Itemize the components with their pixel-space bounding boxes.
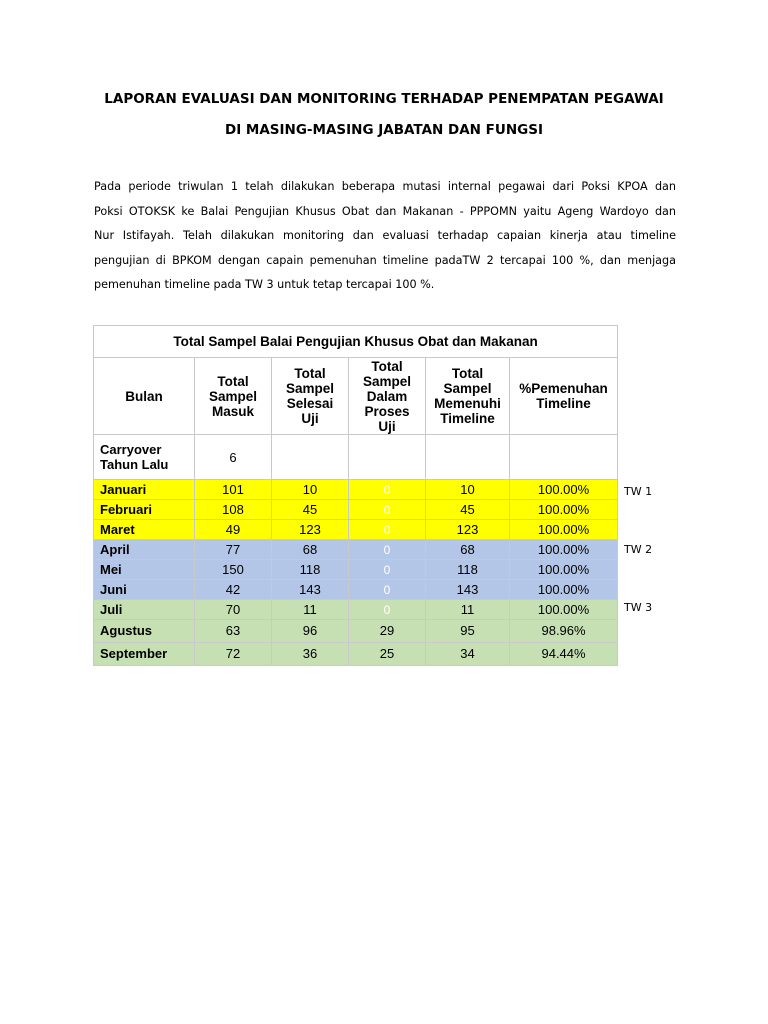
memenuhi-cell: 10 <box>426 480 510 500</box>
tw2-label: TW 2 <box>624 543 653 556</box>
table-cell <box>426 435 510 480</box>
sample-table <box>93 325 618 666</box>
proses-cell: 0 <box>349 560 426 580</box>
masuk-cell: 150 <box>195 560 272 580</box>
table-row <box>94 580 618 600</box>
paragraph-line: pemenuhan timeline pada TW 3 untuk tetap tercapai 100 %. <box>94 278 435 292</box>
intro-paragraph <box>94 175 676 298</box>
month-cell: Juli <box>94 600 195 620</box>
month-cell: April <box>94 540 195 560</box>
header-bulan: Bulan <box>94 358 195 435</box>
selesai-cell: 143 <box>272 580 349 600</box>
table-row <box>94 520 618 540</box>
masuk-cell: 77 <box>195 540 272 560</box>
tw3-label: TW 3 <box>624 601 653 614</box>
carryover-label: Carryover Tahun Lalu <box>94 435 195 480</box>
memenuhi-cell: 34 <box>426 643 510 666</box>
table-row <box>94 500 618 520</box>
selesai-cell: 10 <box>272 480 349 500</box>
proses-cell: 29 <box>349 620 426 643</box>
proses-cell: 25 <box>349 643 426 666</box>
selesai-cell: 11 <box>272 600 349 620</box>
table-row <box>94 620 618 643</box>
masuk-cell: 108 <box>195 500 272 520</box>
table-row <box>94 600 618 620</box>
percent-cell: 94.44% <box>510 643 618 666</box>
selesai-cell: 45 <box>272 500 349 520</box>
masuk-cell: 72 <box>195 643 272 666</box>
selesai-cell: 96 <box>272 620 349 643</box>
header-total-sampel-memenuhi: Total Sampel Memenuhi Timeline <box>426 358 510 435</box>
month-cell: Juni <box>94 580 195 600</box>
proses-cell: 0 <box>349 540 426 560</box>
percent-cell: 100.00% <box>510 520 618 540</box>
masuk-cell: 70 <box>195 600 272 620</box>
memenuhi-cell: 118 <box>426 560 510 580</box>
percent-cell: 100.00% <box>510 540 618 560</box>
proses-cell: 0 <box>349 480 426 500</box>
proses-cell: 0 <box>349 580 426 600</box>
masuk-cell: 42 <box>195 580 272 600</box>
percent-cell: 100.00% <box>510 580 618 600</box>
selesai-cell: 68 <box>272 540 349 560</box>
memenuhi-cell: 68 <box>426 540 510 560</box>
header-total-sampel-selesai-uji: Total Sampel Selesai Uji <box>272 358 349 435</box>
table-row <box>94 560 618 580</box>
month-cell: Agustus <box>94 620 195 643</box>
paragraph-line: Poksi OTOKSK ke Balai Pengujian Khusus Obat dan Makanan - PPPOMN yaitu Ageng Wardoyo dan <box>94 204 676 218</box>
memenuhi-cell: 143 <box>426 580 510 600</box>
selesai-cell: 123 <box>272 520 349 540</box>
memenuhi-cell: 95 <box>426 620 510 643</box>
header-total-sampel-masuk: Total Sampel Masuk <box>195 358 272 435</box>
header-pemenuhan-timeline: %Pemenuhan Timeline <box>510 358 618 435</box>
memenuhi-cell: 123 <box>426 520 510 540</box>
document-title-line-2: DI MASING-MASING JABATAN DAN FUNGSI <box>225 122 543 138</box>
memenuhi-cell: 11 <box>426 600 510 620</box>
month-cell: September <box>94 643 195 666</box>
percent-cell: 100.00% <box>510 600 618 620</box>
memenuhi-cell: 45 <box>426 500 510 520</box>
paragraph-line: Pada periode triwulan 1 telah dilakukan beberapa mutasi internal pegawai dari Poksi KPOA dan <box>94 180 676 193</box>
table-header-row <box>94 358 618 435</box>
masuk-cell: 63 <box>195 620 272 643</box>
header-total-sampel-dalam-proses: Total Sampel Dalam Proses Uji <box>349 358 426 435</box>
month-cell: Maret <box>94 520 195 540</box>
percent-cell: 100.00% <box>510 560 618 580</box>
table-row <box>94 480 618 500</box>
table-caption: Total Sampel Balai Pengujian Khusus Obat dan Makanan <box>94 326 618 358</box>
proses-cell: 0 <box>349 520 426 540</box>
table-caption-row <box>94 326 618 358</box>
carryover-masuk: 6 <box>195 435 272 480</box>
table-cell <box>272 435 349 480</box>
carryover-row <box>94 435 618 480</box>
month-cell: Februari <box>94 500 195 520</box>
percent-cell: 100.00% <box>510 480 618 500</box>
masuk-cell: 101 <box>195 480 272 500</box>
selesai-cell: 118 <box>272 560 349 580</box>
table-row <box>94 643 618 666</box>
document-title-line-1: LAPORAN EVALUASI DAN MONITORING TERHADAP PENEMPATAN PEGAWAI <box>104 91 664 107</box>
percent-cell: 98.96% <box>510 620 618 643</box>
masuk-cell: 49 <box>195 520 272 540</box>
month-cell: Januari <box>94 480 195 500</box>
proses-cell: 0 <box>349 600 426 620</box>
tw1-label: TW 1 <box>624 485 653 498</box>
month-cell: Mei <box>94 560 195 580</box>
paragraph-line: Nur Istifayah. Telah dilakukan monitoring dan evaluasi terhadap capaian kinerja atau timeline <box>94 229 676 243</box>
paragraph-line: pengujian di BPKOM dengan capain pemenuhan timeline padaTW 2 tercapai 100 %, dan menjaga <box>94 253 676 267</box>
proses-cell: 0 <box>349 500 426 520</box>
table-cell <box>349 435 426 480</box>
selesai-cell: 36 <box>272 643 349 666</box>
table-cell <box>510 435 618 480</box>
percent-cell: 100.00% <box>510 500 618 520</box>
table-row <box>94 540 618 560</box>
